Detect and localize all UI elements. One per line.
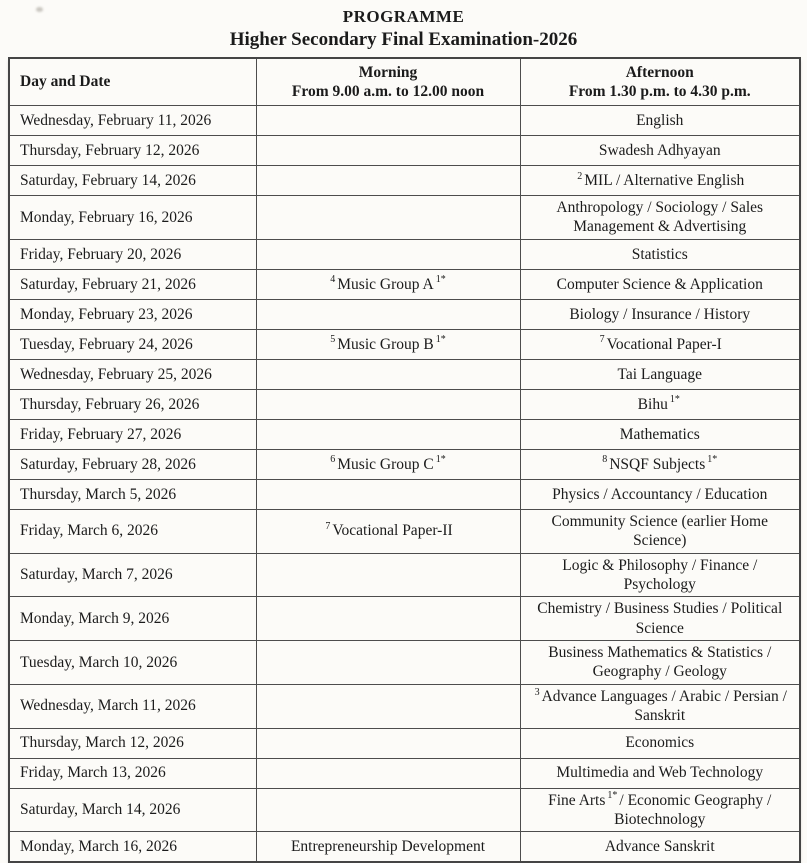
afternoon-subject-cell (520, 449, 800, 479)
date-cell: Saturday, February 21, 2026 (9, 269, 256, 299)
afternoon-subject-cell (520, 299, 800, 329)
date-cell: Friday, March 13, 2026 (9, 758, 256, 788)
morning-subject-cell (256, 419, 520, 449)
table-row (9, 832, 800, 863)
table-header-row (9, 58, 800, 106)
date-cell: Saturday, February 28, 2026 (9, 449, 256, 479)
morning-subject-cell (256, 684, 520, 728)
footnote-marker: 1* (607, 790, 618, 802)
afternoon-subject-text: Computer Science & Application (556, 275, 763, 293)
morning-subject-cell (256, 196, 520, 240)
afternoon-subject-text: Multimedia and Web Technology (556, 764, 764, 782)
date-cell: Friday, February 27, 2026 (9, 419, 256, 449)
date-cell: Saturday, March 7, 2026 (9, 553, 256, 597)
morning-subject-cell (256, 166, 520, 196)
morning-subject-text: Music Group A (337, 275, 434, 293)
table-row (9, 728, 800, 758)
afternoon-subject-cell (520, 728, 800, 758)
table-row (9, 329, 800, 359)
table-row (9, 479, 800, 509)
afternoon-subject-text: Bihu (637, 395, 668, 413)
footnote-marker: 7 (325, 521, 331, 533)
table-row (9, 239, 800, 269)
afternoon-subject-text: Advance Sanskrit (604, 838, 715, 856)
afternoon-subject-cell (520, 196, 800, 240)
document-header (0, 0, 807, 52)
afternoon-subject-text: NSQF Subjects (609, 455, 706, 473)
footnote-marker: 1* (435, 454, 446, 466)
afternoon-subject-cell (520, 239, 800, 269)
table-row (9, 509, 800, 553)
morning-subject-cell (256, 329, 520, 359)
morning-subject-cell (256, 758, 520, 788)
table-row (9, 788, 800, 832)
afternoon-subject-text: Fine Arts (548, 791, 606, 809)
morning-subject-cell (256, 553, 520, 597)
afternoon-subject-text: Tai Language (617, 365, 703, 383)
scan-artifact (36, 7, 43, 12)
morning-subject-cell (256, 106, 520, 136)
page-subtitle: Higher Secondary Final Examination-2026 (229, 29, 578, 51)
afternoon-subject-text: Business Mathematics & Statistics / Geography / Geology (548, 644, 772, 681)
date-cell: Monday, March 9, 2026 (9, 597, 256, 641)
afternoon-subject-text-continued: / Economic Geography / Biotechnology (614, 791, 772, 828)
afternoon-subject-text: Advance Languages / Arabic / Persian / Sanskrit (541, 687, 787, 725)
table-row (9, 269, 800, 299)
table-row (9, 553, 800, 597)
date-cell: Thursday, February 12, 2026 (9, 136, 256, 166)
morning-subject-cell (256, 728, 520, 758)
afternoon-subject-cell (520, 758, 800, 788)
afternoon-subject-text: Physics / Accountancy / Education (552, 485, 768, 503)
afternoon-subject-text: MIL / Alternative English (584, 171, 745, 189)
date-cell: Wednesday, March 11, 2026 (9, 684, 256, 728)
exam-table-body (9, 106, 800, 863)
footnote-marker: 3 (534, 686, 540, 698)
date-cell: Saturday, February 14, 2026 (9, 166, 256, 196)
morning-subject-text: Music Group C (337, 455, 434, 473)
table-row (9, 166, 800, 196)
footnote-marker: 4 (330, 274, 336, 286)
morning-subject-cell (256, 509, 520, 553)
date-cell: Monday, February 23, 2026 (9, 299, 256, 329)
footnote-marker: 1* (707, 454, 718, 466)
morning-subject-cell (256, 136, 520, 166)
date-cell: Wednesday, February 11, 2026 (9, 106, 256, 136)
footnote-marker: 6 (330, 454, 336, 466)
table-row (9, 136, 800, 166)
afternoon-subject-cell (520, 553, 800, 597)
column-header-morning (256, 58, 520, 106)
afternoon-subject-cell (520, 269, 800, 299)
afternoon-subject-cell (520, 597, 800, 641)
footnote-marker: 1* (435, 334, 446, 346)
table-row (9, 196, 800, 240)
afternoon-session-label: Afternoon (625, 63, 694, 81)
morning-subject-cell (256, 299, 520, 329)
afternoon-subject-cell (520, 419, 800, 449)
footnote-marker: 5 (330, 334, 336, 346)
date-cell: Friday, February 20, 2026 (9, 239, 256, 269)
date-cell: Saturday, March 14, 2026 (9, 788, 256, 832)
morning-subject-cell (256, 788, 520, 832)
table-row (9, 641, 800, 685)
afternoon-subject-cell (520, 509, 800, 553)
date-cell: Thursday, March 12, 2026 (9, 728, 256, 758)
footnote-marker: 1* (435, 274, 446, 286)
footnote-marker: 1* (669, 394, 680, 406)
afternoon-subject-text: Economics (625, 734, 695, 752)
page-title: PROGRAMME (342, 7, 465, 26)
table-row (9, 684, 800, 728)
column-header-afternoon (520, 58, 800, 106)
date-cell: Thursday, March 5, 2026 (9, 479, 256, 509)
table-row (9, 299, 800, 329)
footnote-marker: 8 (602, 454, 608, 466)
afternoon-subject-text: Logic & Philosophy / Finance / Psychology (562, 556, 758, 593)
afternoon-subject-cell (520, 641, 800, 685)
afternoon-session-time: From 1.30 p.m. to 4.30 p.m. (568, 83, 751, 100)
morning-subject-text: Entrepreneurship Development (290, 838, 486, 856)
table-row (9, 758, 800, 788)
afternoon-subject-cell (520, 832, 800, 863)
date-cell: Wednesday, February 25, 2026 (9, 359, 256, 389)
table-row (9, 449, 800, 479)
morning-subject-cell (256, 449, 520, 479)
morning-subject-cell (256, 832, 520, 863)
table-row (9, 419, 800, 449)
morning-subject-text: Vocational Paper-II (332, 522, 453, 540)
morning-subject-cell (256, 597, 520, 641)
date-cell: Monday, February 16, 2026 (9, 196, 256, 240)
date-cell: Friday, March 6, 2026 (9, 509, 256, 553)
date-cell: Tuesday, March 10, 2026 (9, 641, 256, 685)
column-header-day-date: Day and Date (9, 58, 256, 106)
exam-schedule-table (8, 57, 801, 863)
afternoon-subject-text: Chemistry / Business Studies / Political Science (537, 600, 783, 637)
date-cell: Thursday, February 26, 2026 (9, 389, 256, 419)
afternoon-subject-text: Community Science (earlier Home Science) (551, 512, 768, 550)
afternoon-subject-text: Statistics (631, 245, 688, 263)
afternoon-subject-cell (520, 329, 800, 359)
afternoon-subject-text: Mathematics (619, 425, 700, 443)
afternoon-subject-cell (520, 389, 800, 419)
morning-subject-cell (256, 479, 520, 509)
afternoon-subject-cell (520, 166, 800, 196)
table-row (9, 389, 800, 419)
footnote-marker: 2 (577, 170, 583, 182)
morning-subject-cell (256, 389, 520, 419)
afternoon-subject-text: Vocational Paper-I (606, 335, 722, 353)
afternoon-subject-text: Swadesh Adhyayan (598, 141, 721, 159)
afternoon-subject-text: Anthropology / Sociology / Sales Management & Advertising (556, 199, 764, 236)
table-row (9, 597, 800, 641)
afternoon-subject-text: Biology / Insurance / History (569, 305, 751, 323)
morning-subject-cell (256, 269, 520, 299)
afternoon-subject-cell (520, 136, 800, 166)
afternoon-subject-cell (520, 359, 800, 389)
table-row (9, 359, 800, 389)
date-cell: Tuesday, February 24, 2026 (9, 329, 256, 359)
morning-subject-cell (256, 359, 520, 389)
afternoon-subject-cell (520, 106, 800, 136)
morning-subject-cell (256, 641, 520, 685)
date-cell: Monday, March 16, 2026 (9, 832, 256, 863)
morning-session-label: Morning (358, 63, 418, 81)
morning-session-time: From 9.00 a.m. to 12.00 noon (291, 83, 485, 100)
afternoon-subject-cell (520, 479, 800, 509)
footnote-marker: 7 (599, 334, 605, 346)
afternoon-subject-cell (520, 684, 800, 728)
table-row (9, 106, 800, 136)
afternoon-subject-text: English (636, 111, 684, 129)
morning-subject-cell (256, 239, 520, 269)
afternoon-subject-cell (520, 788, 800, 832)
morning-subject-text: Music Group B (337, 335, 434, 353)
